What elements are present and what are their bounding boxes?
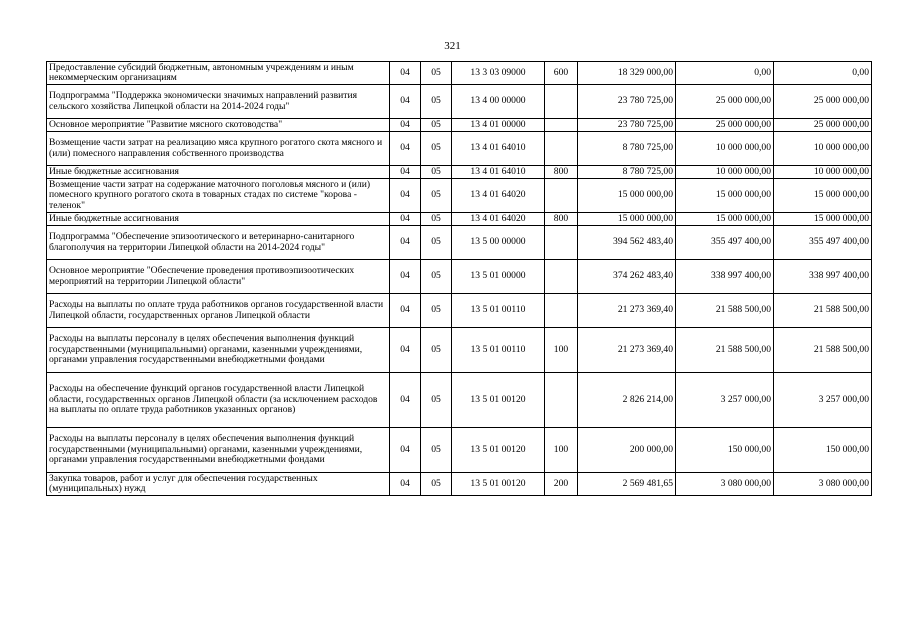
row-amount-3-cell: 21 588 500,00 <box>774 294 872 328</box>
row-amount-1-cell: 2 569 481,65 <box>578 473 676 496</box>
row-name-cell: Иные бюджетные ассигнования <box>47 166 390 179</box>
row-chapter-cell: 04 <box>390 62 421 85</box>
page-number: 321 <box>444 40 461 52</box>
row-amount-2-cell: 21 588 500,00 <box>676 328 774 373</box>
row-name-cell: Возмещение части затрат на содержание маточного поголовья мясного и (или) помесного крупного рогатого скота в товарных стадах по системе "корова - теленок" <box>47 179 390 213</box>
row-amount-3-cell: 25 000 000,00 <box>774 85 872 119</box>
row-amount-2-cell: 355 497 400,00 <box>676 226 774 260</box>
row-chapter-cell: 04 <box>390 179 421 213</box>
row-name-cell: Основное мероприятие "Обеспечение проведения противоэпизоотических мероприятий на территории Липецкой области" <box>47 260 390 294</box>
table-row <box>47 132 872 166</box>
budget-table <box>46 61 872 496</box>
row-chapter-cell: 04 <box>390 260 421 294</box>
row-target-article-cell: 13 4 01 64010 <box>452 132 545 166</box>
row-amount-1-cell: 23 780 725,00 <box>578 119 676 132</box>
row-target-article-cell: 13 4 01 64010 <box>452 166 545 179</box>
table-row <box>47 213 872 226</box>
table-row <box>47 119 872 132</box>
table-row <box>47 294 872 328</box>
row-amount-3-cell: 25 000 000,00 <box>774 119 872 132</box>
row-target-article-cell: 13 3 03 09000 <box>452 62 545 85</box>
row-amount-3-cell: 15 000 000,00 <box>774 213 872 226</box>
row-expense-type-cell: 100 <box>545 328 578 373</box>
row-expense-type-cell <box>545 373 578 428</box>
row-chapter-cell: 04 <box>390 226 421 260</box>
row-amount-3-cell: 150 000,00 <box>774 428 872 473</box>
row-amount-3-cell: 10 000 000,00 <box>774 132 872 166</box>
row-chapter-cell: 04 <box>390 213 421 226</box>
row-amount-2-cell: 25 000 000,00 <box>676 119 774 132</box>
row-subsection-cell: 05 <box>421 166 452 179</box>
row-target-article-cell: 13 4 01 64020 <box>452 179 545 213</box>
row-amount-3-cell: 3 257 000,00 <box>774 373 872 428</box>
row-subsection-cell: 05 <box>421 473 452 496</box>
row-amount-1-cell: 200 000,00 <box>578 428 676 473</box>
row-amount-2-cell: 0,00 <box>676 62 774 85</box>
row-amount-1-cell: 18 329 000,00 <box>578 62 676 85</box>
row-target-article-cell: 13 5 01 00110 <box>452 294 545 328</box>
row-chapter-cell: 04 <box>390 119 421 132</box>
row-amount-3-cell: 0,00 <box>774 62 872 85</box>
row-name-cell: Расходы на обеспечение функций органов государственной власти Липецкой области, государственных органов Липецкой области (за исключением расходов на выплаты по оплате труда работников указанных органов) <box>47 373 390 428</box>
table-row <box>47 226 872 260</box>
row-amount-3-cell: 355 497 400,00 <box>774 226 872 260</box>
row-expense-type-cell: 800 <box>545 166 578 179</box>
row-chapter-cell: 04 <box>390 328 421 373</box>
row-name-cell: Подпрограмма "Обеспечение эпизоотического и ветеринарно-санитарного благополучия на территории Липецкой области на 2014-2024 годы" <box>47 226 390 260</box>
row-subsection-cell: 05 <box>421 260 452 294</box>
row-target-article-cell: 13 4 01 00000 <box>452 119 545 132</box>
row-subsection-cell: 05 <box>421 373 452 428</box>
row-amount-2-cell: 15 000 000,00 <box>676 179 774 213</box>
row-expense-type-cell: 200 <box>545 473 578 496</box>
row-amount-3-cell: 21 588 500,00 <box>774 328 872 373</box>
row-amount-3-cell: 15 000 000,00 <box>774 179 872 213</box>
row-target-article-cell: 13 5 01 00120 <box>452 373 545 428</box>
row-expense-type-cell <box>545 179 578 213</box>
row-subsection-cell: 05 <box>421 294 452 328</box>
row-amount-2-cell: 338 997 400,00 <box>676 260 774 294</box>
row-target-article-cell: 13 5 01 00120 <box>452 473 545 496</box>
table-row <box>47 373 872 428</box>
row-expense-type-cell: 800 <box>545 213 578 226</box>
row-target-article-cell: 13 5 01 00110 <box>452 328 545 373</box>
row-amount-1-cell: 15 000 000,00 <box>578 213 676 226</box>
row-chapter-cell: 04 <box>390 294 421 328</box>
row-amount-3-cell: 3 080 000,00 <box>774 473 872 496</box>
row-name-cell: Закупка товаров, работ и услуг для обеспечения государственных (муниципальных) нужд <box>47 473 390 496</box>
row-amount-2-cell: 150 000,00 <box>676 428 774 473</box>
row-amount-2-cell: 10 000 000,00 <box>676 166 774 179</box>
table-row <box>47 328 872 373</box>
row-amount-2-cell: 3 257 000,00 <box>676 373 774 428</box>
row-target-article-cell: 13 4 01 64020 <box>452 213 545 226</box>
row-subsection-cell: 05 <box>421 428 452 473</box>
table-row <box>47 85 872 119</box>
row-amount-2-cell: 15 000 000,00 <box>676 213 774 226</box>
row-chapter-cell: 04 <box>390 132 421 166</box>
row-subsection-cell: 05 <box>421 226 452 260</box>
row-name-cell: Расходы на выплаты по оплате труда работников органов государственной власти Липецкой области, государственных органов Липецкой области <box>47 294 390 328</box>
row-subsection-cell: 05 <box>421 328 452 373</box>
row-amount-1-cell: 374 262 483,40 <box>578 260 676 294</box>
row-subsection-cell: 05 <box>421 62 452 85</box>
table-row <box>47 179 872 213</box>
row-name-cell: Подпрограмма "Поддержка экономически значимых направлений развития сельского хозяйства Липецкой области на 2014-2024 годы" <box>47 85 390 119</box>
row-expense-type-cell: 600 <box>545 62 578 85</box>
row-amount-1-cell: 394 562 483,40 <box>578 226 676 260</box>
row-amount-2-cell: 21 588 500,00 <box>676 294 774 328</box>
row-chapter-cell: 04 <box>390 373 421 428</box>
row-expense-type-cell <box>545 294 578 328</box>
row-chapter-cell: 04 <box>390 428 421 473</box>
row-expense-type-cell <box>545 119 578 132</box>
row-name-cell: Иные бюджетные ассигнования <box>47 213 390 226</box>
row-amount-1-cell: 23 780 725,00 <box>578 85 676 119</box>
row-amount-3-cell: 10 000 000,00 <box>774 166 872 179</box>
row-target-article-cell: 13 4 00 00000 <box>452 85 545 119</box>
row-amount-2-cell: 3 080 000,00 <box>676 473 774 496</box>
row-name-cell: Расходы на выплаты персоналу в целях обеспечения выполнения функций государственными (муниципальными) органами, казенными учреждениями, органами управления государственными внебюджетными фондами <box>47 328 390 373</box>
table-row <box>47 62 872 85</box>
row-subsection-cell: 05 <box>421 132 452 166</box>
row-amount-1-cell: 21 273 369,40 <box>578 294 676 328</box>
table-row <box>47 428 872 473</box>
row-target-article-cell: 13 5 00 00000 <box>452 226 545 260</box>
row-chapter-cell: 04 <box>390 85 421 119</box>
row-chapter-cell: 04 <box>390 166 421 179</box>
row-subsection-cell: 05 <box>421 213 452 226</box>
table-row <box>47 166 872 179</box>
table-row <box>47 473 872 496</box>
row-expense-type-cell <box>545 132 578 166</box>
row-expense-type-cell <box>545 85 578 119</box>
row-expense-type-cell <box>545 260 578 294</box>
row-target-article-cell: 13 5 01 00120 <box>452 428 545 473</box>
row-name-cell: Предоставление субсидий бюджетным, автономным учреждениям и иным некоммерческим организациям <box>47 62 390 85</box>
row-amount-1-cell: 21 273 369,40 <box>578 328 676 373</box>
row-amount-3-cell: 338 997 400,00 <box>774 260 872 294</box>
row-name-cell: Возмещение части затрат на реализацию мяса крупного рогатого скота мясного и (или) помесного направления собственного производства <box>47 132 390 166</box>
row-subsection-cell: 05 <box>421 85 452 119</box>
row-target-article-cell: 13 5 01 00000 <box>452 260 545 294</box>
row-expense-type-cell <box>545 226 578 260</box>
row-subsection-cell: 05 <box>421 119 452 132</box>
row-subsection-cell: 05 <box>421 179 452 213</box>
row-amount-2-cell: 25 000 000,00 <box>676 85 774 119</box>
row-amount-1-cell: 8 780 725,00 <box>578 166 676 179</box>
row-amount-1-cell: 15 000 000,00 <box>578 179 676 213</box>
row-amount-1-cell: 8 780 725,00 <box>578 132 676 166</box>
row-amount-2-cell: 10 000 000,00 <box>676 132 774 166</box>
row-amount-1-cell: 2 826 214,00 <box>578 373 676 428</box>
row-name-cell: Расходы на выплаты персоналу в целях обеспечения выполнения функций государственными (муниципальными) органами, казенными учреждениями, органами управления государственными внебюджетными фондами <box>47 428 390 473</box>
row-name-cell: Основное мероприятие "Развитие мясного скотоводства" <box>47 119 390 132</box>
row-chapter-cell: 04 <box>390 473 421 496</box>
row-expense-type-cell: 100 <box>545 428 578 473</box>
table-row <box>47 260 872 294</box>
